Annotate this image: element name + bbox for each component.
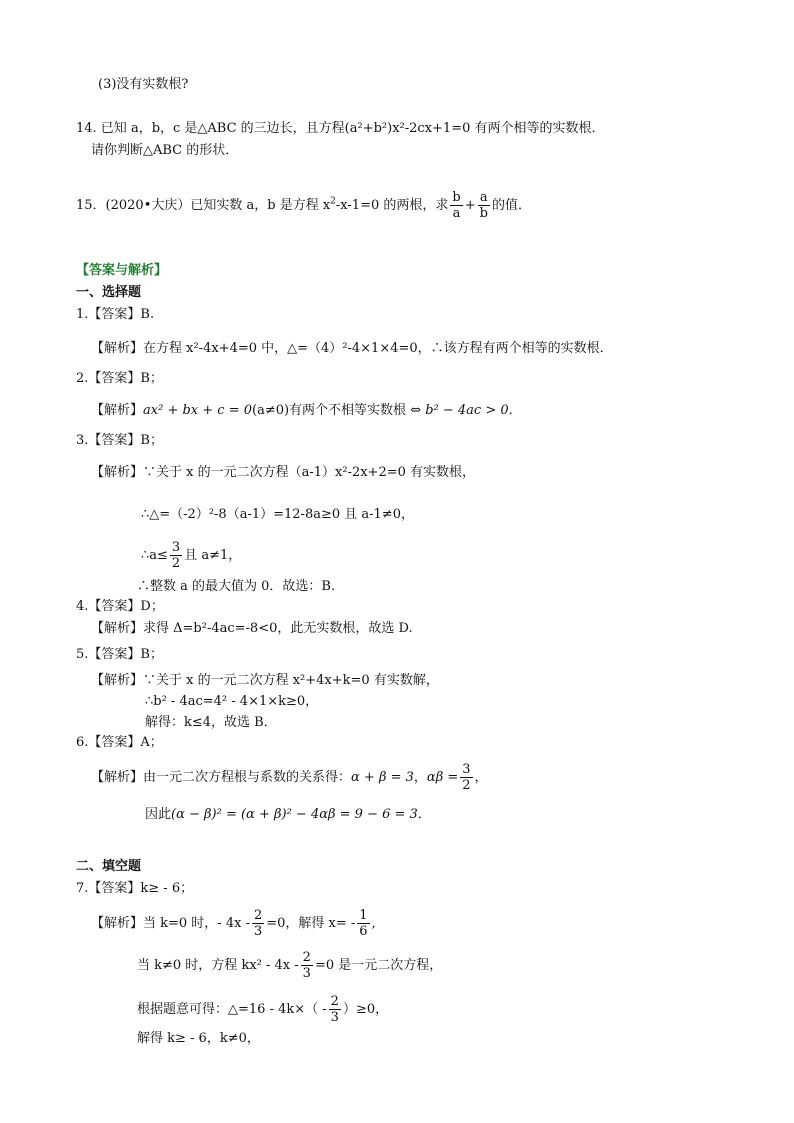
a6-explanation-2: 因此(α − β)² = (α + β)² − 4αβ = 9 − 6 = 3． — [145, 807, 431, 822]
q15: 15．(2020•大庆）已知实数 a，b 是方程 $x^2-x-1=0$ 的两根，求 $\frac{b}{a}$ + $\frac{a}{b}$ 的值． — [76, 190, 531, 221]
section-choice: 一、选择题 — [76, 285, 142, 300]
a5-explanation-1: 【解析】∵关于 x 的一元二次方程 x²+4x+k=0 有实数解， — [91, 673, 439, 688]
a7-answer: 7.【答案】k≥ - 6； — [76, 881, 194, 896]
a3-explanation-1: 【解析】∵关于 x 的一元二次方程（a-1）x²-2x+2=0 有实数根， — [91, 465, 476, 480]
a3-explanation-2: ∴△=（-2）²-8（a-1）=12-8a≥0 且 a-1≠0， — [141, 507, 414, 522]
a2-answer: 2.【答案】B； — [76, 371, 163, 386]
a6-explanation-1: 【解析】由一元二次方程根与系数的关系得：α + β = 3，αβ = $\frac{3}{2}$ ， — [91, 762, 488, 793]
a1-explanation: 【解析】在方程 x²-4x+4=0 中，△=（4）²-4×1×4=0，∴该方程有两个相等的实数根． — [91, 341, 613, 356]
a3-explanation-3: ∴a≤ $\frac{3}{2}$ 且 a≠1， — [141, 540, 242, 571]
a7-explanation-4: 解得 k≥ - 6，k≠0， — [137, 1031, 260, 1046]
a3-explanation-4: ∴整数 a 的最大值为 0．故选：B． — [137, 579, 344, 594]
q13-part3: (3)没有实数根? — [98, 77, 189, 92]
a5-explanation-2: ∴b² - 4ac=4² - 4×1×k≥0， — [145, 694, 319, 709]
a1-answer: 1.【答案】B. — [76, 307, 155, 322]
a5-explanation-3: 解得：k≤4，故选 B． — [145, 715, 277, 730]
a7-explanation-3: 根据题意可得：△=16 - 4k×（ - $\frac{2}{3}$ ）≥0， — [137, 994, 389, 1025]
a6-answer: 6.【答案】A； — [76, 735, 163, 750]
a7-explanation-2: 当 k≠0 时，方程 kx² - 4x - $\frac{2}{3}$ =0 是一元二次方程， — [137, 950, 443, 981]
answers-header: 【答案与解析】 — [76, 263, 168, 278]
a2-explanation: 【解析】ax² + bx + c = 0(a≠0)有两个不相等实数根 ⇔ b² − 4ac > 0． — [91, 403, 522, 418]
q14-line2: 请你判断△ABC 的形状． — [91, 143, 239, 158]
a4-explanation: 【解析】求得 Δ=b²-4ac=-8<0，此无实数根，故选 D. — [91, 621, 413, 636]
a7-explanation-1: 【解析】当 k=0 时，- 4x - $\frac{2}{3}$ =0，解得 x= - $\frac{1}{6}$ , — [91, 908, 376, 939]
a5-answer: 5.【答案】B； — [76, 647, 163, 662]
section-fill: 二、填空题 — [76, 859, 142, 874]
q14-line1: 14. 已知 a，b，c 是△ABC 的三边长，且方程(a²+b²)x²-2cx+1=0 有两个相等的实数根． — [76, 121, 605, 136]
a4-answer: 4.【答案】D； — [76, 599, 164, 614]
a3-answer: 3.【答案】B； — [76, 433, 163, 448]
